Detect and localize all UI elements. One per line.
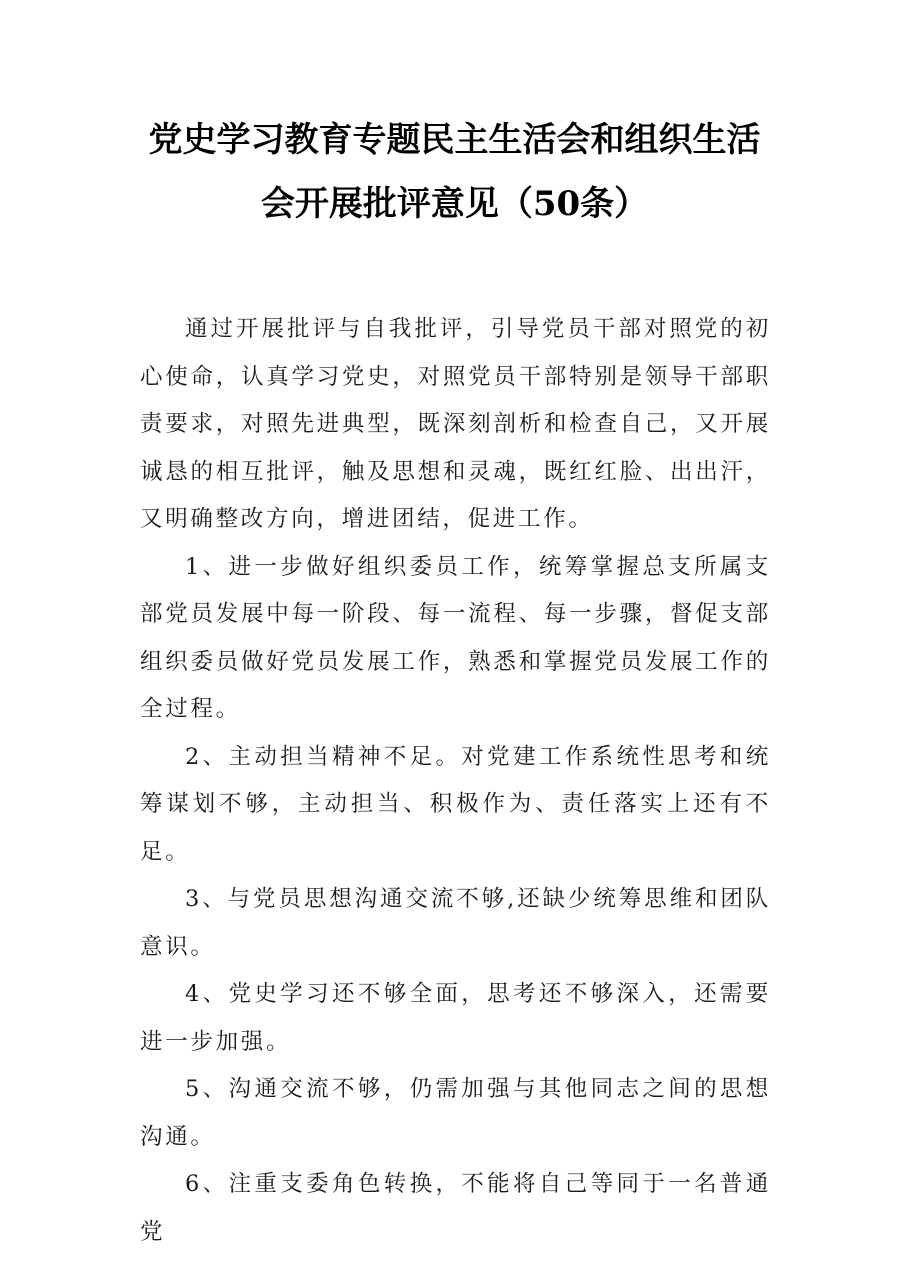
intro-paragraph: 通过开展批评与自我批评，引导党员干部对照党的初心使命，认真学习党史，对照党员干部特别是领导干部职责要求，对照先进典型，既深刻剖析和检查自己，又开展诚恳的相互批评，触及思想和灵魂，既红红脸、出出汗，又明确整改方向，增进团结，促进工作。 (140, 316, 771, 532)
item-paragraph-3: 3、与党员思想沟通交流不够,还缺少统筹思维和团队意识。 (140, 886, 771, 960)
item-paragraph-2: 2、主动担当精神不足。对党建工作系统性思考和统筹谋划不够，主动担当、积极作为、责任落实上还有不足。 (140, 743, 771, 865)
document-body (140, 306, 771, 1256)
item-paragraph-4: 4、党史学习还不够全面，思考还不够深入，还需要进一步加强。 (140, 981, 771, 1055)
document-title (0, 108, 909, 236)
item-paragraph-5: 5、沟通交流不够，仍需加强与其他同志之间的思想沟通。 (140, 1076, 771, 1150)
title-line-1: 党史学习教育专题民主生活会和组织生活 (148, 120, 761, 160)
item-paragraph-6: 6、注重支委角色转换，不能将自己等同于一名普通党 (140, 1171, 771, 1245)
title-line-2: 会开展批评意见（50条） (260, 184, 649, 224)
item-paragraph-1: 1、进一步做好组织委员工作，统筹掌握总支所属支部党员发展中每一阶段、每一流程、每一步骤，督促支部组织委员做好党员发展工作，熟悉和掌握党员发展工作的全过程。 (140, 553, 771, 722)
